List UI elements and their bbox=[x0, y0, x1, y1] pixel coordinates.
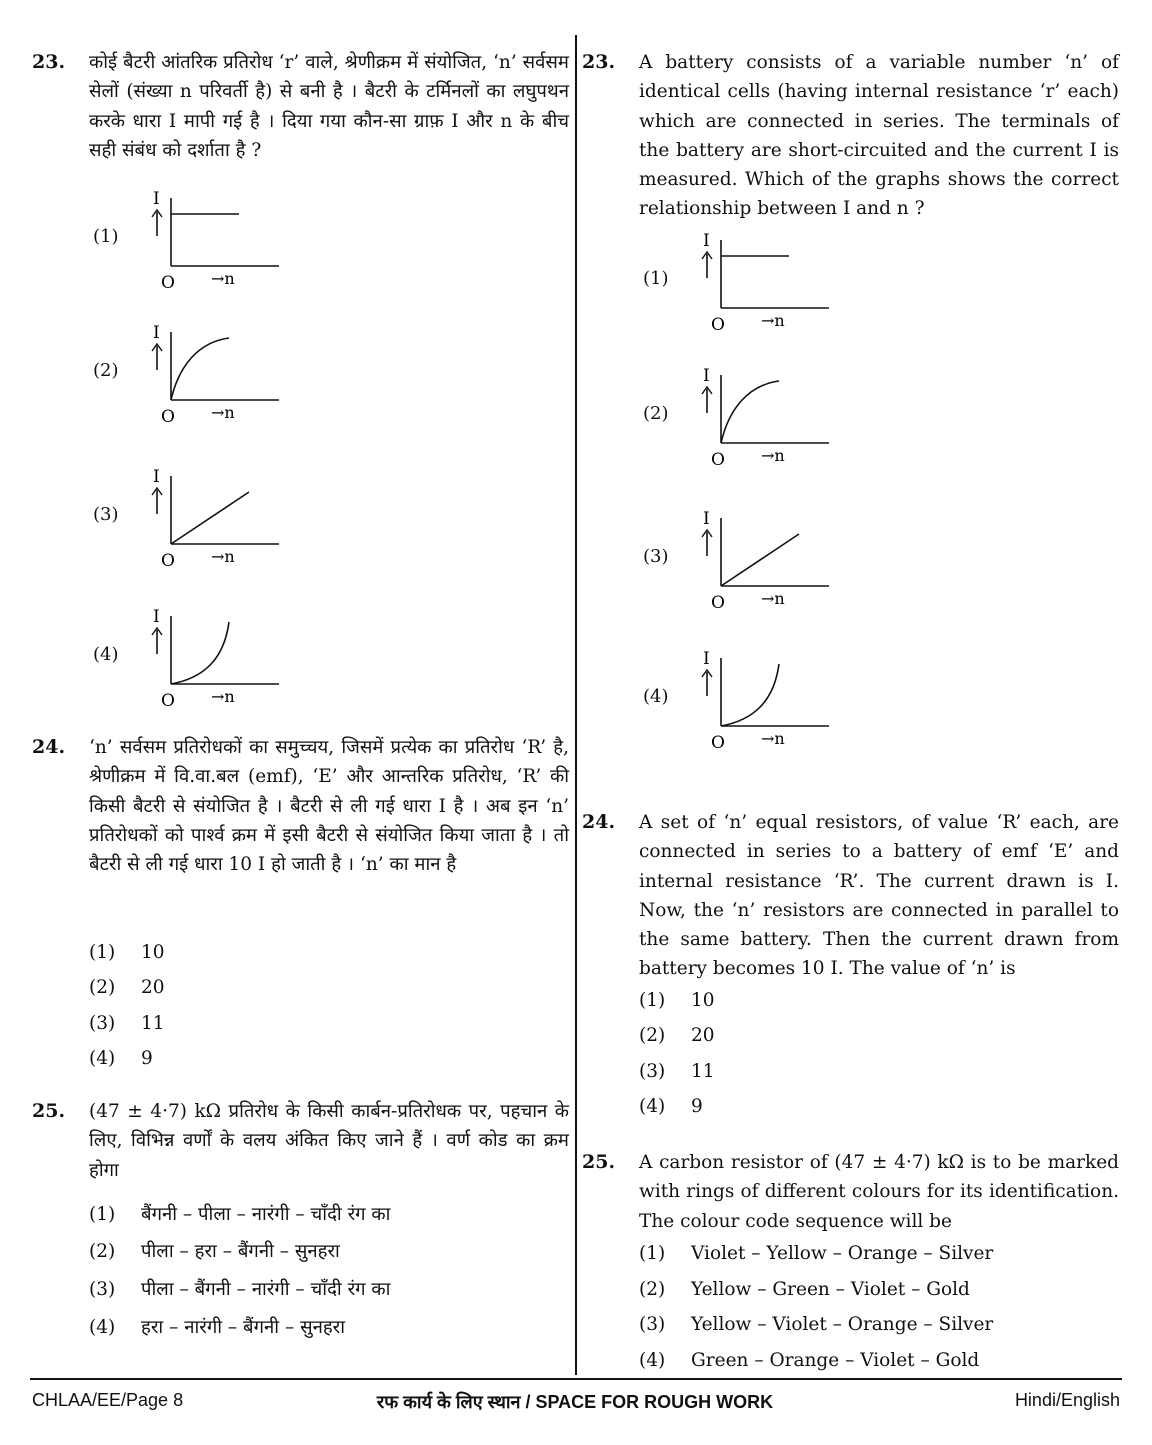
option-1[interactable]: (1) बैंगनी – पीला – नारंगी – चाँदी रंग का bbox=[89, 1204, 391, 1225]
question-23-hindi bbox=[32, 48, 572, 748]
axis-label-n: →n bbox=[761, 729, 785, 748]
curve bbox=[171, 622, 229, 684]
origin-label: O bbox=[161, 273, 175, 293]
question-number: 25. bbox=[32, 1100, 66, 1122]
question-text: A carbon resistor of (47 ± 4·7) kΩ is to be marked with rings of different colours for its identification. The colour code sequence will be bbox=[639, 1152, 1119, 1232]
graph-constant bbox=[699, 228, 859, 338]
origin-label: O bbox=[161, 407, 175, 427]
option-number: (3) bbox=[643, 546, 669, 567]
option-number: (1) bbox=[643, 268, 669, 289]
option-number: (4) bbox=[93, 644, 119, 665]
curve bbox=[721, 534, 799, 586]
option-1[interactable]: (1) 10 bbox=[89, 942, 165, 963]
curve bbox=[721, 664, 779, 726]
origin-label: O bbox=[161, 691, 175, 711]
question-number: 24. bbox=[32, 736, 66, 758]
question-24-english bbox=[582, 808, 1122, 1148]
axis-label-n: →n bbox=[761, 311, 785, 330]
origin-label: O bbox=[711, 593, 725, 613]
option-2[interactable]: (2) 20 bbox=[639, 1025, 715, 1046]
graph-linear bbox=[699, 506, 859, 616]
question-number: 25. bbox=[582, 1151, 616, 1173]
question-25-hindi bbox=[32, 1097, 572, 1387]
column-divider bbox=[575, 35, 577, 1375]
option-4[interactable]: (4) 9 bbox=[639, 1096, 703, 1117]
origin-label: O bbox=[161, 551, 175, 571]
language-label: Hindi/English bbox=[1014, 1390, 1120, 1410]
graph-option-4[interactable] bbox=[639, 646, 899, 766]
option-1[interactable]: (1) 10 bbox=[639, 990, 715, 1011]
question-number: 23. bbox=[32, 51, 66, 73]
curve bbox=[171, 338, 229, 400]
question-text: A set of ‘n’ equal resistors, of value ‘R’ each, are connected in series to a battery of emf ‘E’ and internal resistance ‘R’. The current drawn is I. Now, the ‘n’ resistors are connected in parallel to the same battery. Then the current drawn from battery becomes 10 I. The value of ‘n’ is bbox=[639, 812, 1119, 980]
question-number: 24. bbox=[582, 811, 616, 833]
option-4[interactable]: (4) Green – Orange – Violet – Gold bbox=[639, 1350, 980, 1371]
graph-linear bbox=[149, 464, 309, 574]
question-24-hindi bbox=[32, 733, 572, 1083]
option-4[interactable]: (4) हरा – नारंगी – बैंगनी – सुनहरा bbox=[89, 1317, 346, 1338]
graph-option-1[interactable] bbox=[89, 186, 349, 306]
option-2[interactable]: (2) Yellow – Green – Violet – Gold bbox=[639, 1279, 970, 1300]
axis-label-n: →n bbox=[211, 687, 235, 706]
option-3[interactable]: (3) Yellow – Violet – Orange – Silver bbox=[639, 1314, 994, 1335]
axis-label-i: I bbox=[153, 607, 160, 627]
rough-work-label: रफ कार्य के लिए स्थान / SPACE FOR ROUGH WORK bbox=[376, 1392, 774, 1412]
option-number: (2) bbox=[93, 360, 119, 381]
origin-label: O bbox=[711, 733, 725, 753]
graph-constant bbox=[149, 186, 309, 296]
option-number: (2) bbox=[643, 403, 669, 424]
axis-label-i: I bbox=[703, 231, 710, 251]
graph-option-1[interactable] bbox=[639, 228, 899, 348]
option-2[interactable]: (2) 20 bbox=[89, 977, 165, 998]
axis-label-n: →n bbox=[211, 269, 235, 288]
option-number: (1) bbox=[93, 226, 119, 247]
axis-label-i: I bbox=[703, 509, 710, 529]
question-text: A battery consists of a variable number ‘n’ of identical cells (having internal resistance ‘r’ each) which are connected in series. The terminals of the battery are short-circuited and the current I is measured. Which of the graphs shows the correct relationship between I and n ? bbox=[639, 52, 1119, 220]
page-code: CHLAA/EE/Page 8 bbox=[32, 1390, 184, 1410]
graph-option-2[interactable] bbox=[89, 320, 349, 440]
graph-increasing-convex bbox=[699, 646, 859, 756]
axis-label-i: I bbox=[703, 366, 710, 386]
curve bbox=[171, 492, 249, 544]
axis-label-i: I bbox=[153, 189, 160, 209]
question-25-english bbox=[582, 1148, 1122, 1378]
axis-label-n: →n bbox=[211, 547, 235, 566]
graph-option-2[interactable] bbox=[639, 363, 899, 483]
graph-option-3[interactable] bbox=[639, 506, 899, 626]
option-3[interactable]: (3) 11 bbox=[639, 1061, 715, 1082]
graph-option-3[interactable] bbox=[89, 464, 349, 584]
graph-saturating bbox=[699, 363, 859, 473]
graph-option-4[interactable] bbox=[89, 604, 349, 724]
origin-label: O bbox=[711, 315, 725, 335]
option-number: (3) bbox=[93, 504, 119, 525]
option-3[interactable]: (3) 11 bbox=[89, 1013, 165, 1034]
option-4[interactable]: (4) 9 bbox=[89, 1048, 153, 1069]
axis-label-n: →n bbox=[761, 589, 785, 608]
option-number: (4) bbox=[643, 686, 669, 707]
question-23-english bbox=[582, 48, 1122, 778]
axis-label-i: I bbox=[703, 649, 710, 669]
option-2[interactable]: (2) पीला – हरा – बैंगनी – सुनहरा bbox=[89, 1241, 340, 1262]
origin-label: O bbox=[711, 450, 725, 470]
axis-label-i: I bbox=[153, 323, 160, 343]
curve bbox=[721, 381, 779, 443]
option-3[interactable]: (3) पीला – बैंगनी – नारंगी – चाँदी रंग का bbox=[89, 1279, 391, 1300]
axis-label-n: →n bbox=[211, 403, 235, 422]
axis-label-n: →n bbox=[761, 446, 785, 465]
question-number: 23. bbox=[582, 51, 616, 73]
graph-increasing-convex bbox=[149, 604, 309, 714]
question-text: ‘n’ सर्वसम प्रतिरोधकों का समुच्चय, जिसमें प्रत्येक का प्रतिरोध ‘R’ है, श्रेणीक्रम में वि.वा.बल (emf), ‘E’ और आन्तरिक प्रतिरोध, ‘R’ की किसी बैटरी से संयोजित है । बैटरी से ली गई धारा I है । अब इन ‘n’ प्रतिरोधकों को पार्श्व क्रम में इसी बैटरी से संयोजित किया जाता है । तो बैटरी से ली गई धारा 10 I हो जाती है । ‘n’ का मान है bbox=[89, 737, 569, 876]
axis-label-i: I bbox=[153, 467, 160, 487]
option-1[interactable]: (1) Violet – Yellow – Orange – Silver bbox=[639, 1243, 994, 1264]
question-text: कोई बैटरी आंतरिक प्रतिरोध ‘r’ वाले, श्रेणीक्रम में संयोजित, ‘n’ सर्वसम सेलों (संख्या n परिवर्ती है) से बनी है । बैटरी के टर्मिनलों का लघुपथन करके धारा I मापी गई है । दिया गया कौन-सा ग्राफ़ I और n के बीच सही संबंध को दर्शाता है ? bbox=[89, 52, 569, 161]
graph-saturating bbox=[149, 320, 309, 430]
footer-rule bbox=[30, 1378, 1122, 1380]
question-text: (47 ± 4·7) kΩ प्रतिरोध के किसी कार्बन-प्रतिरोधक पर, पहचान के लिए, विभिन्न वर्णों के वलय अंकित किए जाने हैं । वर्ण कोड का क्रम होगा bbox=[89, 1101, 569, 1181]
